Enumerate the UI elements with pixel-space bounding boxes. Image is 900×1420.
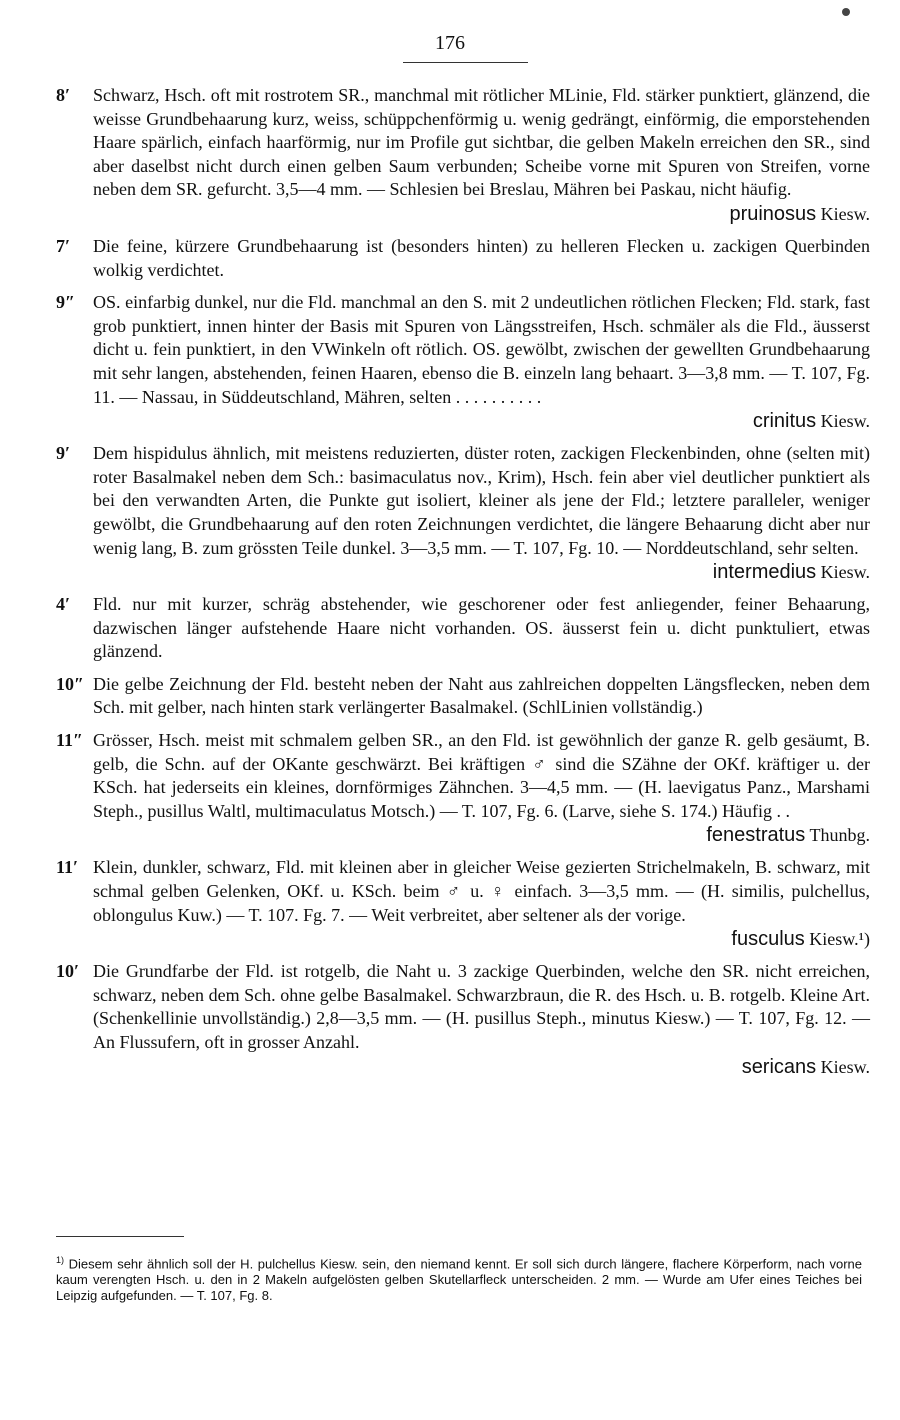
key-entry — [56, 673, 870, 720]
header-rule — [403, 62, 528, 63]
couplet-number: 11″ — [56, 730, 83, 751]
species-author: Thunbg. — [809, 825, 870, 846]
species-line — [93, 409, 870, 433]
print-speck — [842, 8, 850, 16]
couplet-number: 9″ — [56, 292, 75, 313]
footnote-text: Diesem sehr ähnlich soll der H. pulchellus Kiesw. sein, den niemand kennt. Er soll sich durch längere, flachere Körperform, nach vorne kaum verengten Hsch. u. den in 2 Makeln aufgelösten gelben Skutellarfleck unterscheiden. 2 mm. — Wurde am Ufer eines Teiches bei Leipzig aufgefunden. — T. 107, Fg. 8. — [56, 1256, 862, 1304]
couplet-number: 9′ — [56, 443, 71, 464]
key-entry — [56, 291, 870, 433]
entry-text: Die Grundfarbe der Fld. ist rotgelb, die Naht u. 3 zackige Querbinden, welche den SR. nicht erreichen, schwarz, neben dem Sch. ohne gelbe Basalmakel. Schwarzbraun, die R. des Hsch. u. B. rotgelb. Kleine Art. (Schenkellinie unvollständig.) 2,8—3,5 mm. — (H. pusillus Steph., minutus Kiesw.) — T. 107, Fg. 12. — An Flussufern, oft in grosser Anzahl. — [93, 961, 870, 1052]
entry-text: Schwarz, Hsch. oft mit rostrotem SR., manchmal mit rötlicher MLinie, Fld. stärker punktiert, glänzend, die weisse Grundbehaarung kurz, weiss, schüppchenförmig u. wenig gedrängt, einförmig, die emporstehenden Haare spärlich, einfach haarförmig, nur im Profile gut sichtbar, die gelben Makeln erreichen den SR., sind aber daselbst nicht durch einen gelben Saum verbunden; Scheibe vorne mit Spuren von Streifen, vorne neben dem SR. gefurcht. 3,5—4 mm. — Schlesien bei Breslau, Mähren bei Paskau, nicht häufig. — [93, 85, 870, 200]
species-author: Kiesw.¹) — [809, 929, 870, 950]
key-entry — [56, 84, 870, 226]
key-entry — [56, 442, 870, 584]
species-name: fusculus — [731, 928, 805, 951]
couplet-number: 10′ — [56, 961, 80, 982]
species-author: Kiesw. — [820, 562, 870, 583]
footnote-rule — [56, 1236, 184, 1237]
key-entry — [56, 593, 870, 664]
species-name: sericans — [741, 1055, 817, 1078]
entry-text: Klein, dunkler, schwarz, Fld. mit kleinen aber in gleicher Weise gezierten Strichelmakeln, B. schwarz, mit schmal gelben Gelenken, OKf. u. KSch. beim ♂ u. ♀ einfach. 3—3,5 mm. — (H. similis, pulchellus, oblongulus Kuw.) — T. 107. Fg. 7. — Weit verbreitet, aber seltener als der vorige. — [93, 857, 870, 925]
couplet-number: 7′ — [56, 235, 71, 256]
couplet-number: 11′ — [56, 857, 79, 878]
entry-text: Grösser, Hsch. meist mit schmalem gelben SR., an den Fld. ist gewöhnlich der ganze R. gelb gesäumt, B. gelb, die Schn. auf der OKante geschwärzt. Bei kräftigen ♂ sind die SZähne der OKf. kräftiger u. der KSch. hat jederseits ein kleines, dornförmiges Zähnchen. 3—4,5 mm. — (H. laevigatus Panz., Marshami Steph., pusillus Waltl, multimaculatus Motsch.) — T. 107, Fg. 6. (Larve, siehe S. 174.) Häufig . . — [93, 730, 870, 821]
species-author: Kiesw. — [820, 203, 870, 224]
species-line — [93, 823, 870, 847]
footnote — [56, 1252, 862, 1304]
species-author: Kiesw. — [820, 411, 870, 432]
key-entries — [56, 84, 870, 1088]
footnote-mark: 1) — [56, 1255, 65, 1265]
couplet-number: 8′ — [56, 85, 71, 105]
key-entry — [56, 960, 870, 1078]
entry-text: Fld. nur mit kurzer, schräg abstehender, wie geschorener oder fest anliegender, feiner Behaarung, dazwischen länger aufstehende Haare nicht vorhanden. OS. äusserst fein u. dicht punktuliert, etwas glänzend. — [93, 594, 870, 662]
key-entry — [56, 235, 870, 282]
page-number: 176 — [435, 32, 465, 54]
entry-text: OS. einfarbig dunkel, nur die Fld. manchmal an den S. mit 2 undeutlichen rötlichen Flecken; Fld. stark, fast grob punktiert, innen hinter der Basis mit Spuren von Längsstreifen, Hsch. schmäler als die Fld., äusserst dicht u. fein punktiert, in den VWinkeln oft rötlich. OS. gewölbt, zwischen der gewellten Grundbehaarung mit sehr langen, abstehenden, feinen Haaren, ebenso die B. einzeln lang behaart. 3—3,8 mm. — T. 107, Fg. 11. — Nassau, in Süddeutschland, Mähren, selten . . . . . . . . . . — [93, 292, 870, 407]
species-name: intermedius — [712, 561, 817, 584]
species-name: pruinosus — [729, 202, 817, 225]
species-author: Kiesw. — [820, 1056, 870, 1077]
key-entry — [56, 729, 870, 847]
entry-text: Dem hispidulus ähnlich, mit meistens reduzierten, düster roten, zackigen Fleckenbinden, ohne (selten mit) roter Basalmakel neben dem Sch.: basimaculatus nov., Krim), Hsch. fein aber viel deutlicher punktiert als bei den verwandten Arten, die Punkte gut isoliert, kleiner als jene der Fld.; letztere paralleler, weniger gewölbt, die Grundbehaarung auf den roten Zeichnungen verdichtet, die längere Behaarung dicht aber nur wenig lang, B. zum grössten Teile dunkel. 3—3,5 mm. — T. 107, Fg. 10. — Norddeutschland, sehr selten. — [93, 443, 870, 558]
entry-text: Die gelbe Zeichnung der Fld. besteht neben der Naht aus zahlreichen doppelten Längsflecken, neben dem Sch. mit gelber, nach hinten stark verlängerter Basalmakel. (SchlLinien vollständig.) — [93, 673, 870, 718]
species-line — [93, 202, 870, 226]
key-entry — [56, 856, 870, 951]
species-name: fenestratus — [706, 824, 806, 847]
entry-text: Die feine, kürzere Grundbehaarung ist (besonders hinten) zu helleren Flecken u. zackigen Querbinden wolkig verdichtet. — [93, 235, 870, 280]
species-name: crinitus — [752, 410, 817, 433]
species-line — [93, 560, 870, 584]
couplet-number: 10″ — [56, 673, 84, 694]
species-line — [93, 927, 870, 951]
couplet-number: 4′ — [56, 594, 71, 615]
species-line — [93, 1055, 870, 1079]
